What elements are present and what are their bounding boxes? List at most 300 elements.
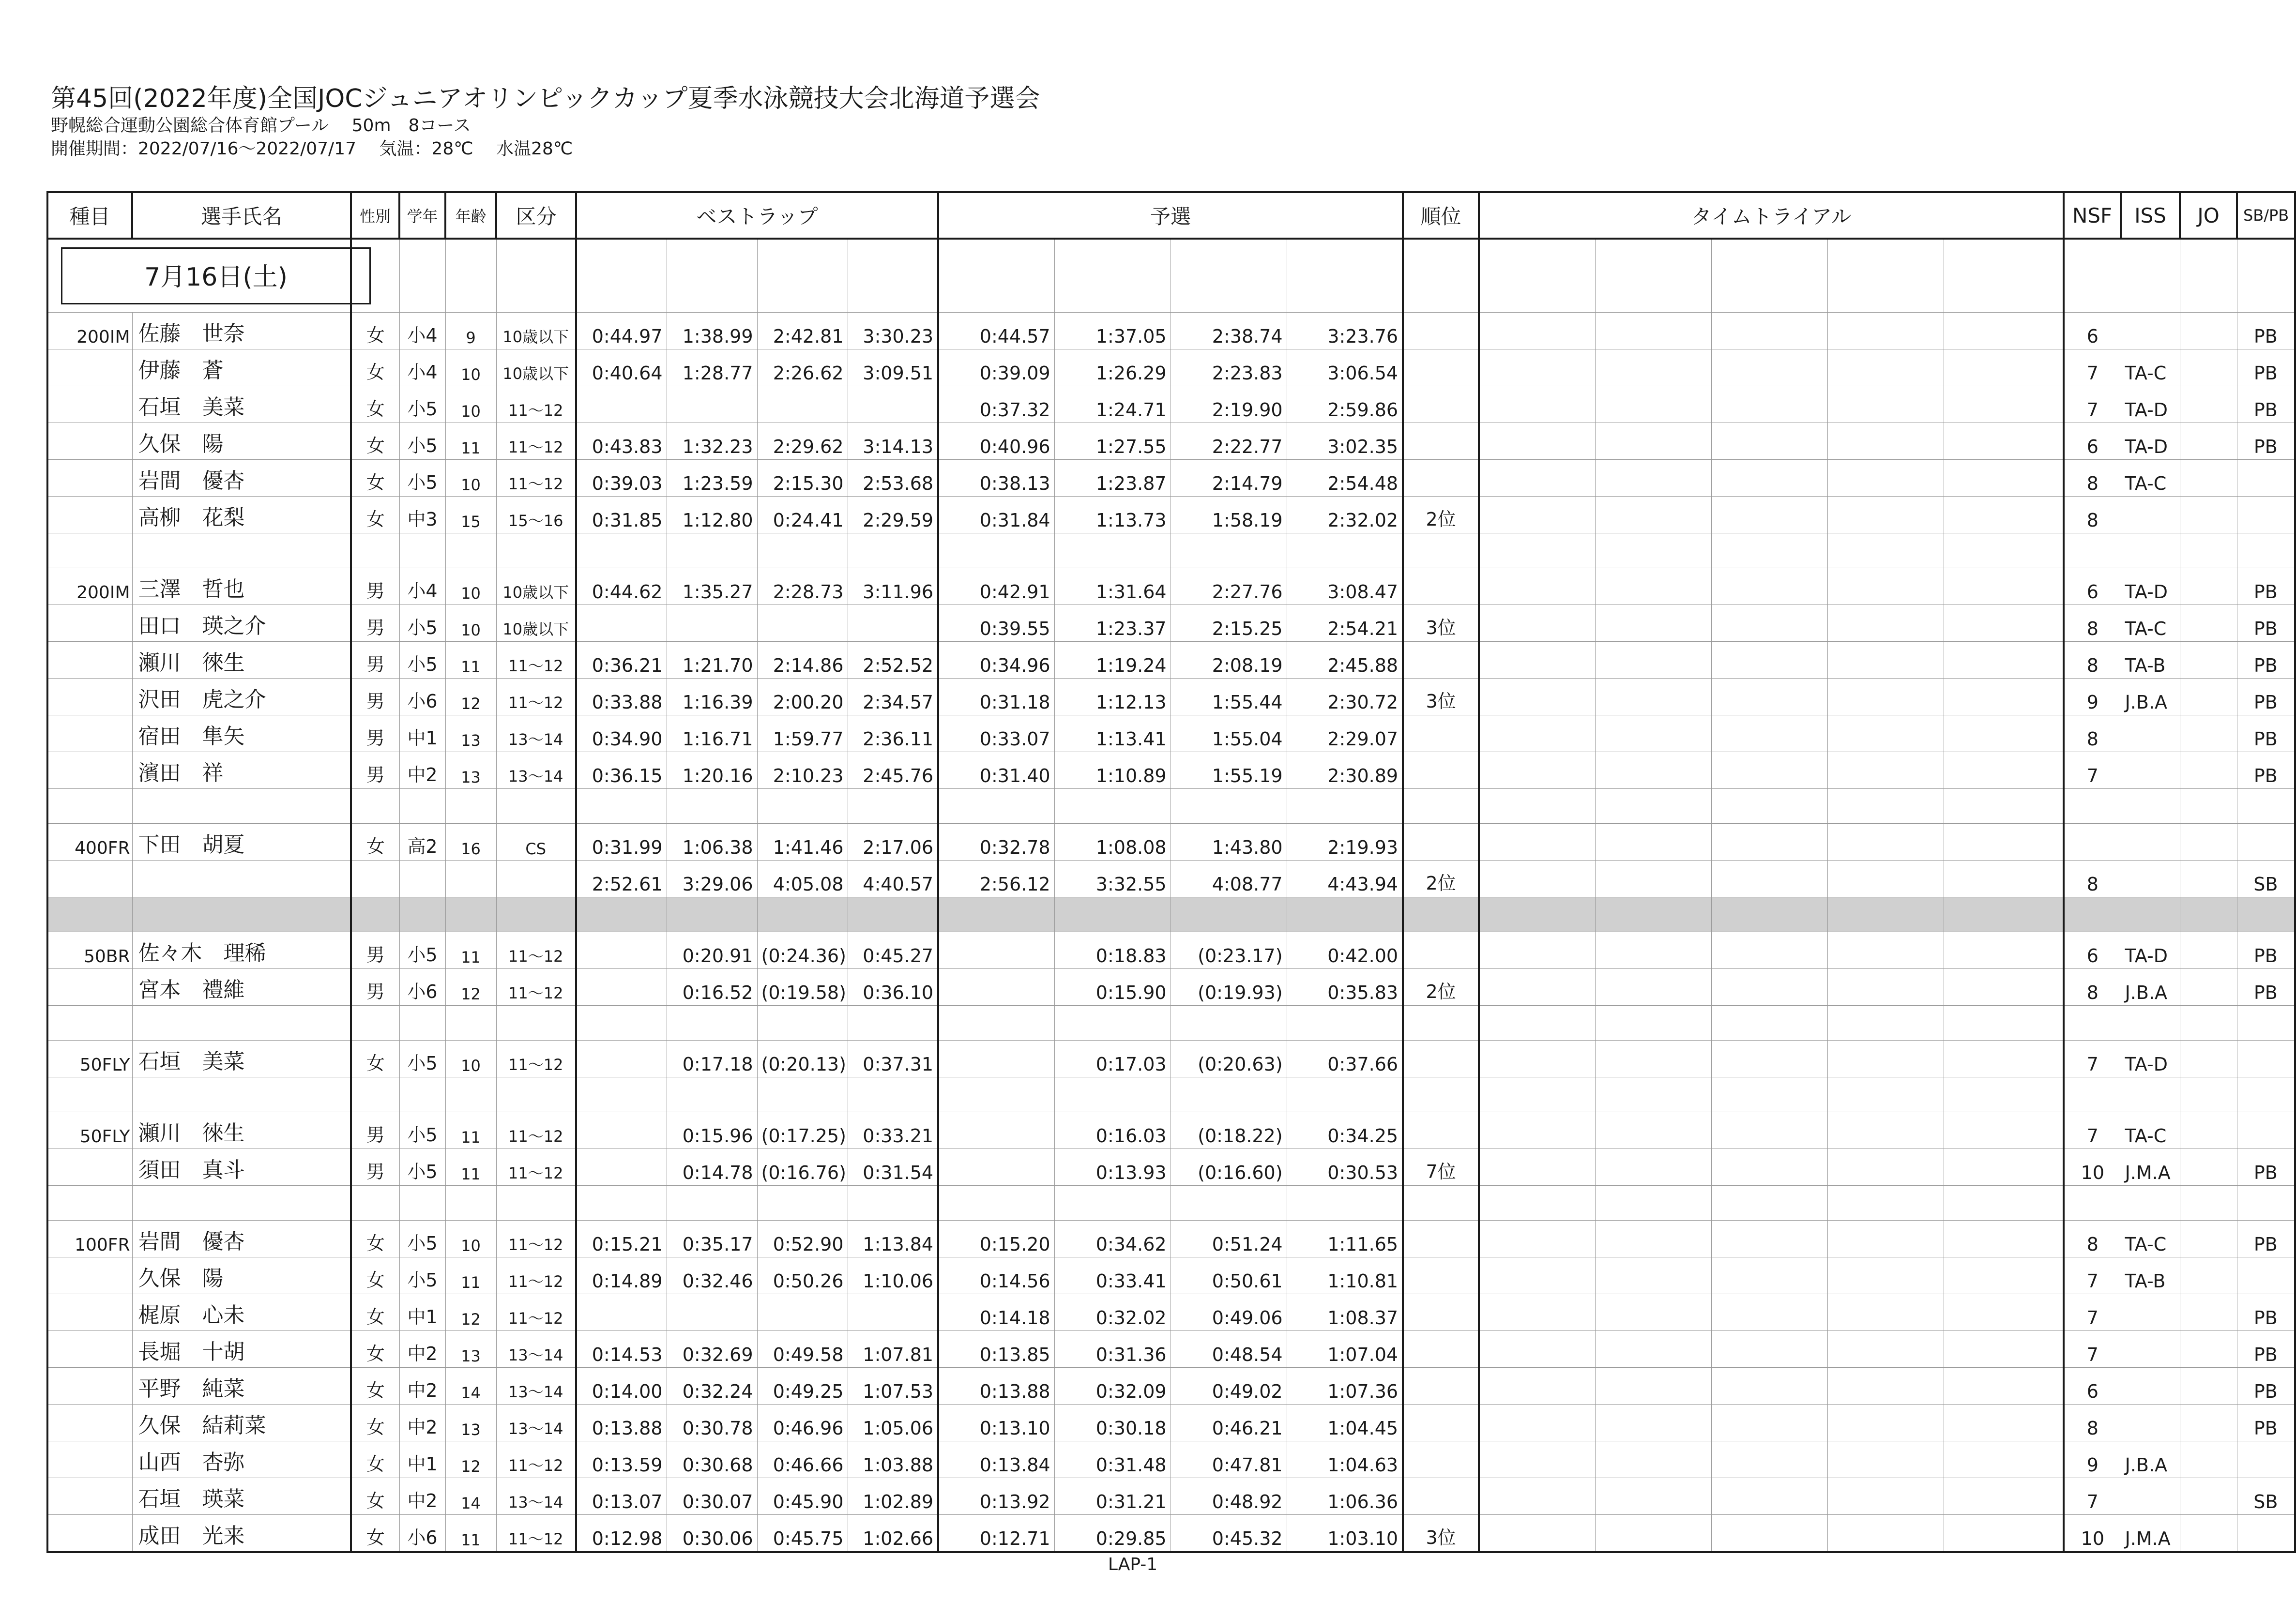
tt-2 [1595,1006,1711,1041]
tt-3 [1711,313,1827,349]
tt-1 [1479,642,1595,679]
event-cell [47,497,132,533]
age-cell: 16 [445,824,496,861]
name-cell: 田口 瑛之介 [132,605,351,642]
prelim-lap-2: 0:32.02 [1054,1294,1171,1331]
tt-5 [1944,642,2064,679]
division-cell: 11～12 [496,1041,576,1077]
tt-2 [1595,1368,1711,1405]
age-cell: 11 [445,642,496,679]
jo-cell [2180,533,2237,568]
iss-cell [2121,1368,2180,1405]
division-cell: 10歳以下 [496,313,576,349]
tt-1 [1479,861,1595,897]
prelim-lap-2 [1054,533,1171,568]
sbpb-cell [2237,897,2295,932]
prelim-lap-3: 0:48.54 [1171,1331,1287,1368]
tt-2 [1595,1041,1711,1077]
tt-5 [1944,897,2064,932]
best-lap-4 [848,1186,938,1221]
best-lap-4: 1:07.53 [848,1368,938,1405]
tt-3 [1711,568,1827,605]
best-lap-4 [848,533,938,568]
table-row [47,1441,2295,1478]
date-label: 7月16日(土) [61,247,371,304]
tt-5 [1944,1077,2064,1112]
prelim-lap-4: 4:43.94 [1287,861,1403,897]
grade-cell: 中2 [399,1405,445,1441]
nsf-cell: 8 [2064,861,2121,897]
iss-cell: TA-B [2121,642,2180,679]
sbpb-cell: PB [2237,605,2295,642]
division-cell [496,789,576,824]
tt-1 [1479,313,1595,349]
rank-cell [1403,1478,1479,1515]
prelim-lap-4: 2:29.07 [1287,715,1403,752]
rank-cell: 2位 [1403,497,1479,533]
grade-cell: 小5 [399,1041,445,1077]
prelim-lap-4: 0:42.00 [1287,932,1403,969]
jo-cell [2180,460,2237,497]
iss-cell: TA-D [2121,568,2180,605]
prelim-lap-3 [1171,533,1287,568]
sex-cell: 女 [351,1368,399,1405]
sex-cell: 男 [351,568,399,605]
tt-4 [1827,824,1944,861]
best-lap-3: 0:45.90 [757,1478,848,1515]
tt-4 [1827,897,1944,932]
nsf-cell: 8 [2064,497,2121,533]
event-cell [47,789,132,824]
best-lap-4: 2:36.11 [848,715,938,752]
prelim-lap-3: 0:45.32 [1171,1515,1287,1553]
best-lap-3: (0:17.25) [757,1112,848,1149]
best-lap-1 [576,1186,667,1221]
nsf-cell: 7 [2064,1478,2121,1515]
nsf-cell: 6 [2064,313,2121,349]
prelim-lap-1 [938,1041,1054,1077]
prelim-lap-1 [938,932,1054,969]
age-cell: 11 [445,1257,496,1294]
prelim-lap-4: 1:07.04 [1287,1331,1403,1368]
best-lap-3: 1:59.77 [757,715,848,752]
jo-cell [2180,1221,2237,1257]
tt-2 [1595,679,1711,715]
tt-3 [1711,861,1827,897]
best-lap-4: 1:07.81 [848,1331,938,1368]
sbpb-cell: PB [2237,349,2295,386]
prelim-lap-4: 2:30.72 [1287,679,1403,715]
grade-cell: 小4 [399,313,445,349]
nsf-cell [2064,1006,2121,1041]
name-cell [132,1186,351,1221]
prelim-lap-4: 0:37.66 [1287,1041,1403,1077]
iss-cell [2121,1077,2180,1112]
tt-4 [1827,497,1944,533]
best-lap-2 [667,1186,757,1221]
division-cell: 11～12 [496,969,576,1006]
sex-cell [351,1077,399,1112]
iss-cell [2121,533,2180,568]
tt-3 [1711,386,1827,423]
table-row [47,752,2295,789]
iss-cell [2121,897,2180,932]
table-row [47,1257,2295,1294]
prelim-lap-4: 0:30.53 [1287,1149,1403,1186]
jo-cell [2180,568,2237,605]
grade-cell: 小6 [399,1515,445,1553]
table-row [47,313,2295,349]
tt-3 [1711,1515,1827,1553]
prelim-lap-1: 0:13.84 [938,1441,1054,1478]
event-cell: 50FLY [47,1041,132,1077]
age-cell: 10 [445,1041,496,1077]
grade-cell: 中3 [399,497,445,533]
jo-cell [2180,605,2237,642]
age-cell: 10 [445,349,496,386]
best-lap-4: 1:10.06 [848,1257,938,1294]
tt-4 [1827,1006,1944,1041]
table-row [47,861,2295,897]
nsf-cell [2064,789,2121,824]
best-lap-2: 0:30.68 [667,1441,757,1478]
tt-1 [1479,679,1595,715]
age-cell: 11 [445,1112,496,1149]
col-rank: 順位 [1403,192,1479,239]
sbpb-cell: PB [2237,642,2295,679]
nsf-cell: 7 [2064,752,2121,789]
division-cell: 13～14 [496,715,576,752]
event-cell [47,460,132,497]
tt-2 [1595,1478,1711,1515]
prelim-lap-1: 0:15.20 [938,1221,1054,1257]
prelim-lap-3: 2:23.83 [1171,349,1287,386]
jo-cell [2180,1112,2237,1149]
page-footer: LAP-1 [1108,1555,1158,1574]
tt-3 [1711,1331,1827,1368]
tt-1 [1479,1186,1595,1221]
tt-2 [1595,497,1711,533]
tt-1 [1479,1478,1595,1515]
age-cell: 9 [445,313,496,349]
event-cell: 100FR [47,1221,132,1257]
spacer-row [47,789,2295,824]
table-row [47,423,2295,460]
rank-cell [1403,897,1479,932]
grade-cell: 小4 [399,349,445,386]
nsf-cell: 6 [2064,932,2121,969]
prelim-lap-1: 0:13.10 [938,1405,1054,1441]
rank-cell [1403,349,1479,386]
sbpb-cell [2237,1441,2295,1478]
best-lap-3: 4:05.08 [757,861,848,897]
best-lap-3: 0:46.96 [757,1405,848,1441]
table-row [47,1112,2295,1149]
name-cell: 久保 陽 [132,423,351,460]
grade-cell: 小6 [399,969,445,1006]
division-cell: 11～12 [496,642,576,679]
sbpb-cell [2237,789,2295,824]
age-cell: 11 [445,423,496,460]
rank-cell [1403,1077,1479,1112]
tt-2 [1595,460,1711,497]
jo-cell [2180,969,2237,1006]
grade-cell: 中1 [399,1294,445,1331]
best-lap-1 [576,386,667,423]
sex-cell: 女 [351,423,399,460]
name-cell: 宮本 禮維 [132,969,351,1006]
tt-3 [1711,1077,1827,1112]
prelim-lap-1: 0:42.91 [938,568,1054,605]
name-cell: 長堀 十胡 [132,1331,351,1368]
event-cell [47,1006,132,1041]
tt-5 [1944,861,2064,897]
tt-3 [1711,1257,1827,1294]
division-cell: 11～12 [496,932,576,969]
best-lap-4 [848,1077,938,1112]
tt-2 [1595,715,1711,752]
best-lap-2: 1:38.99 [667,313,757,349]
best-lap-3: 2:10.23 [757,752,848,789]
tt-3 [1711,752,1827,789]
nsf-cell: 8 [2064,969,2121,1006]
division-cell: 11～12 [496,1112,576,1149]
best-lap-3: 0:50.26 [757,1257,848,1294]
best-lap-1: 0:12.98 [576,1515,667,1553]
results-table [46,191,2296,1553]
tt-4 [1827,752,1944,789]
jo-cell [2180,1186,2237,1221]
best-lap-4 [848,897,938,932]
iss-cell [2121,1478,2180,1515]
tt-3 [1711,1441,1827,1478]
prelim-lap-3: 1:55.44 [1171,679,1287,715]
prelim-lap-3: 2:27.76 [1171,568,1287,605]
prelim-lap-1: 0:31.40 [938,752,1054,789]
prelim-lap-3: 0:47.81 [1171,1441,1287,1478]
tt-1 [1479,1112,1595,1149]
tt-4 [1827,313,1944,349]
sbpb-cell: PB [2237,568,2295,605]
grade-cell [399,861,445,897]
best-lap-3 [757,533,848,568]
prelim-lap-4: 1:10.81 [1287,1257,1403,1294]
table-row [47,1149,2295,1186]
tt-4 [1827,1041,1944,1077]
best-lap-1: 0:43.83 [576,423,667,460]
prelim-lap-4: 3:02.35 [1287,423,1403,460]
nsf-cell: 8 [2064,715,2121,752]
name-cell: 梶原 心未 [132,1294,351,1331]
prelim-lap-2: 0:17.03 [1054,1041,1171,1077]
prelim-lap-3: 2:14.79 [1171,460,1287,497]
sbpb-cell: PB [2237,1405,2295,1441]
rank-cell [1403,568,1479,605]
col-timetrial: タイムトライアル [1479,192,2064,239]
best-lap-2: 1:28.77 [667,349,757,386]
prelim-lap-3: 2:19.90 [1171,386,1287,423]
best-lap-1 [576,1077,667,1112]
age-cell: 12 [445,1441,496,1478]
division-cell: 11～12 [496,679,576,715]
prelim-lap-4: 2:30.89 [1287,752,1403,789]
rank-cell [1403,1257,1479,1294]
best-lap-1 [576,932,667,969]
best-lap-3: 0:45.75 [757,1515,848,1553]
sex-cell: 女 [351,1041,399,1077]
tt-3 [1711,824,1827,861]
sex-cell [351,533,399,568]
division-cell: 10歳以下 [496,349,576,386]
sbpb-cell [2237,1515,2295,1553]
iss-cell: J.B.A [2121,679,2180,715]
tt-5 [1944,824,2064,861]
nsf-cell: 6 [2064,1368,2121,1405]
division-cell: CS [496,824,576,861]
sbpb-cell [2237,1186,2295,1221]
event-cell [47,1478,132,1515]
best-lap-1 [576,605,667,642]
tt-3 [1711,642,1827,679]
iss-cell: TA-D [2121,932,2180,969]
name-cell [132,533,351,568]
prelim-lap-2: 0:29.85 [1054,1515,1171,1553]
nsf-cell: 7 [2064,1041,2121,1077]
prelim-lap-3: 2:38.74 [1171,313,1287,349]
tt-4 [1827,605,1944,642]
jo-cell [2180,1441,2237,1478]
age-cell: 13 [445,752,496,789]
tt-3 [1711,1112,1827,1149]
sbpb-cell: PB [2237,1221,2295,1257]
prelim-lap-1: 0:39.09 [938,349,1054,386]
jo-cell [2180,715,2237,752]
col-bestlap: ベストラップ [576,192,938,239]
best-lap-1: 0:13.59 [576,1441,667,1478]
prelim-lap-4: 2:54.21 [1287,605,1403,642]
best-lap-3: 2:15.30 [757,460,848,497]
name-cell: 三澤 哲也 [132,568,351,605]
name-cell: 宿田 隼矢 [132,715,351,752]
sbpb-cell [2237,1257,2295,1294]
prelim-lap-1: 0:31.84 [938,497,1054,533]
division-cell [496,1077,576,1112]
prelim-lap-1: 0:14.18 [938,1294,1054,1331]
tt-3 [1711,460,1827,497]
tt-5 [1944,1405,2064,1441]
sbpb-cell: PB [2237,715,2295,752]
best-lap-4: 3:09.51 [848,349,938,386]
best-lap-2: 1:16.71 [667,715,757,752]
tt-2 [1595,1257,1711,1294]
sbpb-cell [2237,1112,2295,1149]
prelim-lap-4 [1287,1186,1403,1221]
sex-cell: 女 [351,1478,399,1515]
prelim-lap-1: 0:32.78 [938,824,1054,861]
tt-2 [1595,605,1711,642]
iss-cell: TA-C [2121,349,2180,386]
prelim-lap-1: 0:14.56 [938,1257,1054,1294]
best-lap-3: 2:26.62 [757,349,848,386]
grade-cell [399,1077,445,1112]
sex-cell: 女 [351,460,399,497]
tt-2 [1595,1294,1711,1331]
event-cell [47,1515,132,1553]
sex-cell: 男 [351,969,399,1006]
tt-2 [1595,1405,1711,1441]
prelim-lap-1 [938,1112,1054,1149]
name-cell [132,789,351,824]
tt-4 [1827,789,1944,824]
sbpb-cell: SB [2237,1478,2295,1515]
rank-cell [1403,1112,1479,1149]
tt-2 [1595,1331,1711,1368]
best-lap-3 [757,789,848,824]
tt-1 [1479,349,1595,386]
sbpb-cell: PB [2237,313,2295,349]
prelim-lap-2: 1:26.29 [1054,349,1171,386]
division-cell [496,1186,576,1221]
prelim-lap-2: 1:13.41 [1054,715,1171,752]
tt-1 [1479,969,1595,1006]
division-cell: 13～14 [496,1368,576,1405]
tt-5 [1944,1331,2064,1368]
tt-1 [1479,824,1595,861]
tt-4 [1827,1405,1944,1441]
tt-3 [1711,679,1827,715]
name-cell [132,861,351,897]
rank-cell [1403,1331,1479,1368]
best-lap-3: 0:49.25 [757,1368,848,1405]
nsf-cell [2064,897,2121,932]
name-cell: 久保 陽 [132,1257,351,1294]
iss-cell [2121,789,2180,824]
best-lap-4 [848,386,938,423]
tt-1 [1479,1294,1595,1331]
best-lap-2: 1:16.39 [667,679,757,715]
tt-2 [1595,1077,1711,1112]
name-cell: 伊藤 蒼 [132,349,351,386]
best-lap-3: (0:20.13) [757,1041,848,1077]
event-cell: 50FLY [47,1112,132,1149]
grade-cell: 小5 [399,1257,445,1294]
tt-5 [1944,715,2064,752]
jo-cell [2180,349,2237,386]
division-cell: 11～12 [496,1221,576,1257]
grade-cell: 小6 [399,679,445,715]
best-lap-1: 0:40.64 [576,349,667,386]
name-cell: 佐藤 世奈 [132,313,351,349]
age-cell: 14 [445,1368,496,1405]
tt-2 [1595,313,1711,349]
best-lap-2: 0:17.18 [667,1041,757,1077]
prelim-lap-2: 0:30.18 [1054,1405,1171,1441]
tt-2 [1595,423,1711,460]
best-lap-1: 2:52.61 [576,861,667,897]
best-lap-2: 0:30.07 [667,1478,757,1515]
col-iss: ISS [2121,192,2180,239]
event-cell [47,679,132,715]
tt-4 [1827,568,1944,605]
prelim-lap-1 [938,1006,1054,1041]
spacer-row [47,533,2295,568]
best-lap-2 [667,1294,757,1331]
iss-cell: J.M.A [2121,1149,2180,1186]
best-lap-4: 2:34.57 [848,679,938,715]
table-row [47,349,2295,386]
age-cell [445,897,496,932]
prelim-lap-3: 0:46.21 [1171,1405,1287,1441]
